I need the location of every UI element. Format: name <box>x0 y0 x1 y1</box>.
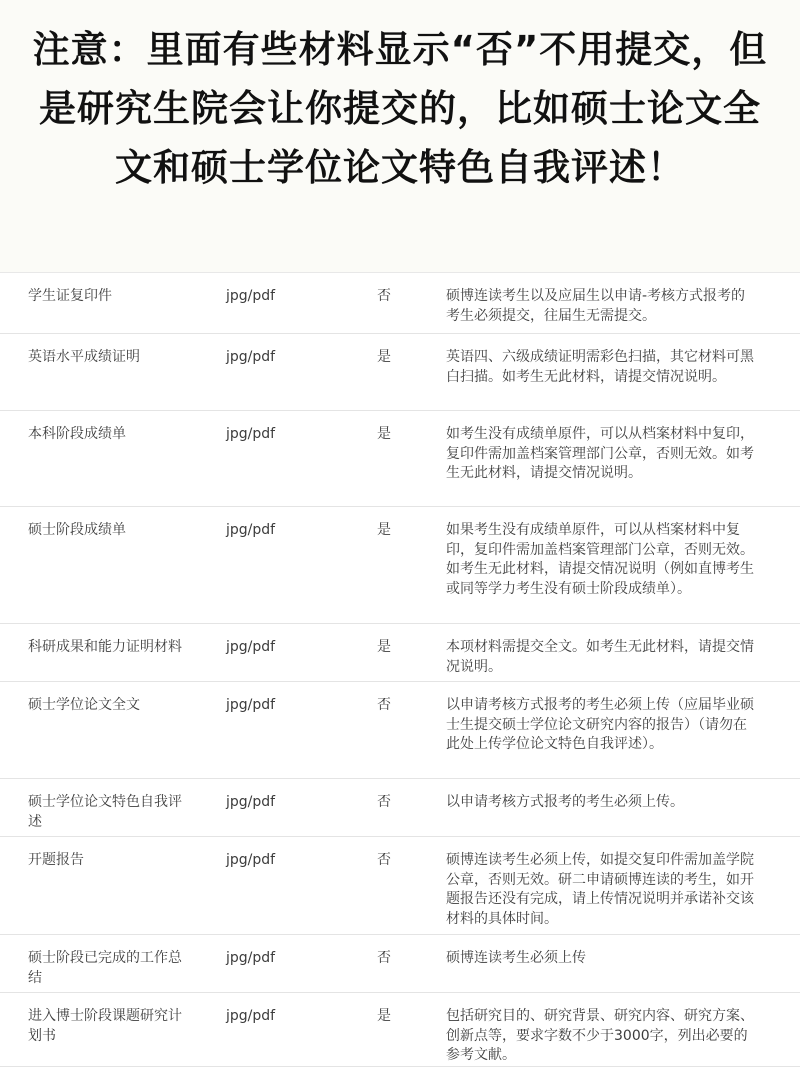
required-flag: 否 <box>377 697 391 713</box>
required-flag: 否 <box>377 794 391 810</box>
material-name: 硕士学位论文特色自我评述 <box>28 794 182 830</box>
material-note: 如果考生没有成绩单原件，可以从档案材料中复印，复印件需加盖档案管理部门公章，否则无效。如考生无此材料，请提交情况说明（例如直博考生或同等学力考生没有硕士阶段成绩单）。 <box>446 522 754 597</box>
material-name: 硕士学位论文全文 <box>28 697 140 713</box>
material-name: 硕士阶段已完成的工作总结 <box>28 950 182 986</box>
required-flag: 是 <box>377 349 391 365</box>
required-flag: 否 <box>377 852 391 868</box>
notice-banner <box>0 0 800 272</box>
material-note: 包括研究目的、研究背景、研究内容、研究方案、创新点等，要求字数不少于3000字，列出必要的参考文献。 <box>446 1008 754 1063</box>
material-note: 如考生没有成绩单原件，可以从档案材料中复印，复印件需加盖档案管理部门公章，否则无效。如考生无此材料，请提交情况说明。 <box>446 426 754 481</box>
required-flag: 是 <box>377 1008 391 1024</box>
file-format: jpg/pdf <box>226 288 276 304</box>
table-row <box>0 993 800 1067</box>
table-row <box>0 334 800 411</box>
material-name: 学生证复印件 <box>28 288 112 304</box>
file-format: jpg/pdf <box>226 522 276 538</box>
table-row <box>0 935 800 993</box>
table-row <box>0 411 800 507</box>
table-row <box>0 273 800 334</box>
material-note: 以申请考核方式报考的考生必须上传。 <box>446 794 684 810</box>
material-name: 英语水平成绩证明 <box>28 349 140 365</box>
material-name: 硕士阶段成绩单 <box>28 522 126 538</box>
file-format: jpg/pdf <box>226 1008 276 1024</box>
table-row <box>0 507 800 624</box>
file-format: jpg/pdf <box>226 426 276 442</box>
material-note: 本项材料需提交全文。如考生无此材料，请提交情况说明。 <box>446 639 754 675</box>
file-format: jpg/pdf <box>226 950 276 966</box>
table-row <box>0 837 800 935</box>
file-format: jpg/pdf <box>226 852 276 868</box>
material-name: 进入博士阶段课题研究计划书 <box>28 1008 182 1044</box>
table-row <box>0 779 800 837</box>
required-flag: 是 <box>377 522 391 538</box>
file-format: jpg/pdf <box>226 697 276 713</box>
required-flag: 是 <box>377 639 391 655</box>
table-row <box>0 682 800 779</box>
file-format: jpg/pdf <box>226 639 276 655</box>
table-row <box>0 624 800 682</box>
material-note: 英语四、六级成绩证明需彩色扫描，其它材料可黑白扫描。如考生无此材料，请提交情况说明。 <box>446 349 754 385</box>
notice-text: 注意：里面有些材料显示“否”不用提交，但是研究生院会让你提交的，比如硕士论文全文和硕士学位论文特色自我评述！ <box>32 28 768 189</box>
material-note: 硕博连读考生以及应届生以申请-考核方式报考的考生必须提交，往届生无需提交。 <box>446 288 746 324</box>
material-note: 硕博连读考生必须上传 <box>446 950 586 966</box>
file-format: jpg/pdf <box>226 349 276 365</box>
material-note: 以申请考核方式报考的考生必须上传（应届毕业硕士生提交硕士学位论文研究内容的报告）（请勿在此处上传学位论文特色自我评述）。 <box>446 697 754 752</box>
material-name: 本科阶段成绩单 <box>28 426 126 442</box>
materials-table <box>0 272 800 1067</box>
required-flag: 否 <box>377 288 391 304</box>
file-format: jpg/pdf <box>226 794 276 810</box>
material-name: 科研成果和能力证明材料 <box>28 639 182 655</box>
required-flag: 否 <box>377 950 391 966</box>
material-note: 硕博连读考生必须上传，如提交复印件需加盖学院公章，否则无效。研二申请硕博连读的考生，如开题报告还没有完成，请上传情况说明并承诺补交该材料的具体时间。 <box>446 852 754 927</box>
required-flag: 是 <box>377 426 391 442</box>
material-name: 开题报告 <box>28 852 84 868</box>
